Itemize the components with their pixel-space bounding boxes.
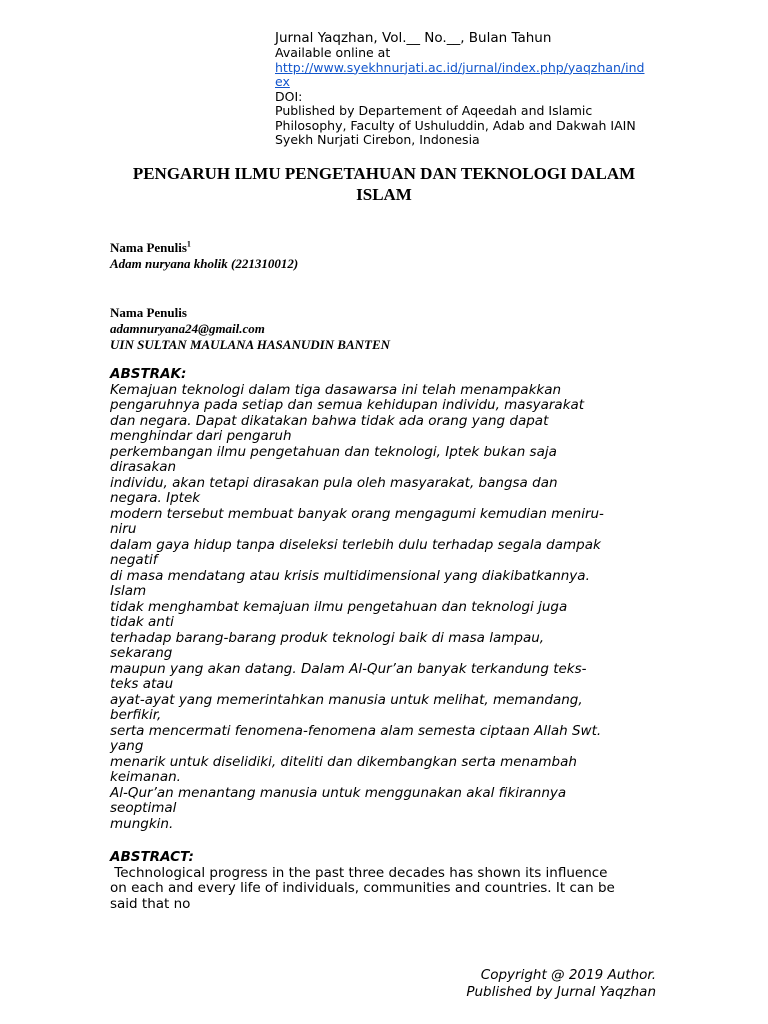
- paper-title: [110, 163, 658, 205]
- journal-info: Jurnal Yaqzhan, Vol.__ No.__, Bulan Tahun: [275, 30, 552, 46]
- abstrak-line: pengaruhnya pada setiap dan semua kehidupan individu, masyarakat: [110, 397, 585, 413]
- abstrak-line: negatif: [110, 552, 158, 568]
- abstract-line: said that no: [110, 895, 191, 912]
- available-online-label: Available online at: [275, 45, 391, 60]
- author-2: [110, 305, 390, 353]
- publisher-line-3: Syekh Nurjati Cirebon, Indonesia: [275, 132, 480, 147]
- abstrak-heading: ABSTRAK:: [110, 366, 187, 382]
- abstrak-line: Islam: [110, 583, 147, 599]
- abstrak-line: mungkin.: [110, 815, 174, 832]
- title-line-1: PENGARUH ILMU PENGETAHUAN DAN TEKNOLOGI DALAM: [132, 164, 636, 183]
- published-by: Published by Jurnal Yaqzhan: [466, 983, 656, 1000]
- abstrak-line: menghindar dari pengaruh: [110, 428, 292, 444]
- abstrak-line: niru: [110, 521, 137, 537]
- abstrak-line: serta mencermati fenomena-fenomena alam semesta ciptaan Allah Swt.: [110, 722, 602, 739]
- abstrak-line: individu, akan tetapi dirasakan pula oleh masyarakat, bangsa dan: [110, 474, 558, 491]
- publisher-line-2: Philosophy, Faculty of Ushuluddin, Adab and Dakwah IAIN: [275, 117, 636, 133]
- abstrak-line: perkembangan ilmu pengetahuan dan teknologi, Iptek bukan saja: [110, 443, 557, 460]
- doi-label: DOI:: [275, 88, 303, 104]
- abstrak-line: tidak anti: [110, 614, 174, 630]
- abstrak-line: Al-Qur’an menantang manusia untuk menggunakan akal fikirannya: [110, 784, 567, 801]
- abstrak-line: seoptimal: [110, 800, 177, 816]
- journal-header: [275, 30, 675, 148]
- abstrak-line: dan negara. Dapat dikatakan bahwa tidak ada orang yang dapat: [110, 412, 549, 429]
- journal-url-link-continued[interactable]: ex: [275, 74, 290, 89]
- copyright-footer: [466, 967, 656, 1000]
- abstrak-line: dirasakan: [110, 459, 177, 475]
- title-line-2: ISLAM: [356, 185, 412, 204]
- abstrak-line: modern tersebut membuat banyak orang mengagumi kemudian meniru-: [110, 505, 604, 522]
- abstrak-line: ayat-ayat yang memerintahkan manusia untuk melihat, memandang,: [110, 691, 583, 708]
- abstrak-line: keimanan.: [110, 769, 181, 785]
- abstrak-line: negara. Iptek: [110, 490, 201, 506]
- abstrak-line: yang: [110, 738, 144, 754]
- author-2-institution: UIN SULTAN MAULANA HASANUDIN BANTEN: [110, 337, 391, 352]
- abstrak-line: menarik untuk diselidiki, diteliti dan dikembangkan serta menambah: [110, 753, 577, 770]
- abstract-section: [110, 850, 655, 912]
- abstrak-line: Kemajuan teknologi dalam tiga dasawarsa ini telah menampakkan: [110, 381, 562, 398]
- abstract-line: Technological progress in the past three decades has shown its influence: [110, 864, 608, 881]
- abstrak-line: maupun yang akan datang. Dalam Al-Qur’an banyak terkandung teks-: [110, 660, 587, 677]
- abstrak-line: tidak menghambat kemajuan ilmu pengetahuan dan teknologi juga: [110, 598, 568, 615]
- abstract-line: on each and every life of individuals, communities and countries. It can be: [110, 880, 615, 896]
- copyright-notice: Copyright @ 2019 Author.: [480, 967, 656, 983]
- abstrak-line: berfikir,: [110, 707, 162, 723]
- footnote-marker: 1: [186, 239, 191, 249]
- author-1: [110, 240, 298, 272]
- author-1-label: Nama Penulis: [110, 240, 187, 255]
- abstrak-line: sekarang: [110, 645, 173, 661]
- abstrak-line: di masa mendatang atau krisis multidimensional yang diakibatkannya.: [110, 567, 590, 584]
- author-2-email: adamnuryana24@gmail.com: [110, 321, 265, 336]
- publisher-line-1: Published by Departement of Aqeedah and Islamic: [275, 103, 593, 118]
- author-2-label: Nama Penulis: [110, 305, 187, 320]
- abstrak-line: dalam gaya hidup tanpa diseleksi terlebih dulu terhadap segala dampak: [110, 536, 601, 553]
- abstrak-line: terhadap barang-barang produk teknologi baik di masa lampau,: [110, 629, 545, 646]
- journal-url-link[interactable]: http://www.syekhnurjati.ac.id/jurnal/index.php/yaqzhan/ind: [275, 59, 645, 75]
- abstract-heading: ABSTRACT:: [110, 849, 194, 865]
- abstrak-section: [110, 367, 655, 832]
- abstrak-line: teks atau: [110, 676, 174, 692]
- author-1-name: Adam nuryana kholik (221310012): [110, 256, 299, 271]
